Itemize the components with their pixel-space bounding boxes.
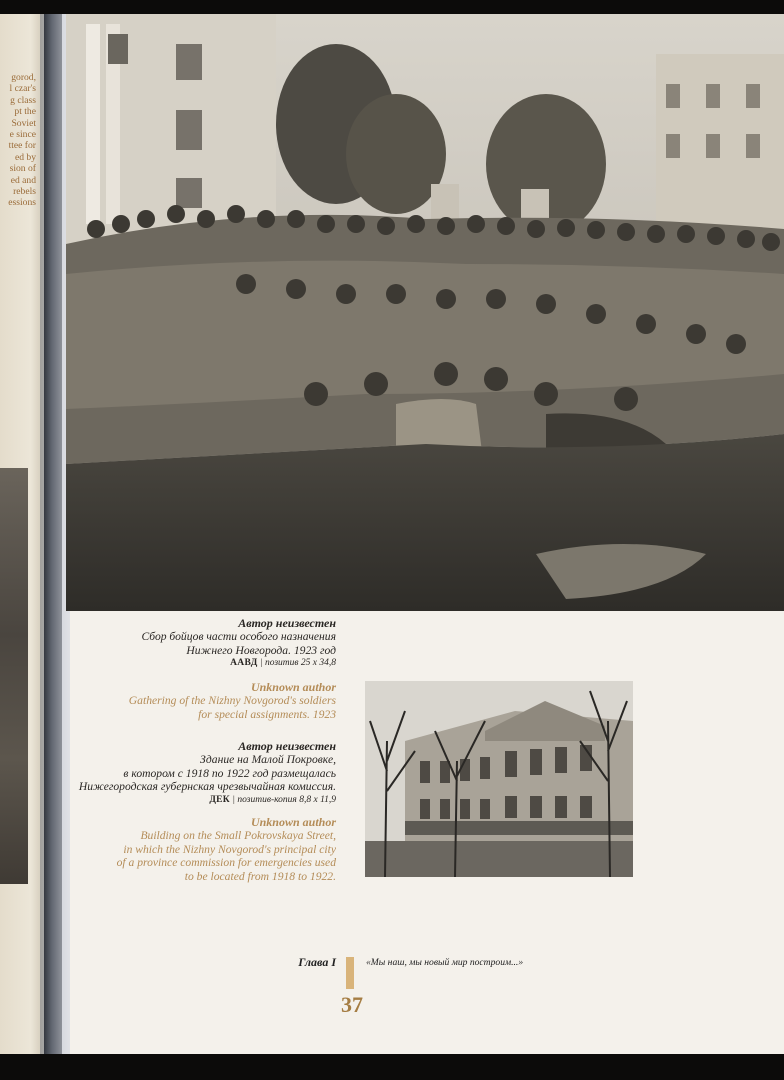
caption-2-ru bbox=[56, 740, 336, 807]
caption-2-medium: позитив-копия 8,8 х 11,9 bbox=[237, 794, 336, 805]
caption-2-en-line2: in which the Nizhny Novgorod's principal city bbox=[123, 842, 336, 856]
group-portrait-photo bbox=[66, 14, 784, 611]
caption-1-archive: АAВД bbox=[230, 658, 258, 669]
caption-2-en-line4: to be located from 1918 to 1922. bbox=[184, 869, 336, 883]
left-text-line: e since bbox=[9, 129, 36, 141]
caption-1-en-author: Unknown author bbox=[250, 680, 336, 694]
caption-2-en-line1: Building on the Small Pokrovskaya Street, bbox=[140, 829, 336, 843]
left-page-text bbox=[0, 72, 36, 209]
page-number: 37 bbox=[341, 992, 363, 1017]
chapter-label: Глава I bbox=[298, 955, 336, 969]
caption-2-ru-author: Автор неизвестен bbox=[238, 739, 336, 753]
caption-2-en-line3: of a province commission for emergencies used bbox=[116, 856, 336, 870]
building-photo bbox=[365, 681, 633, 877]
scan-border bbox=[0, 1054, 784, 1080]
caption-2-en-author: Unknown author bbox=[250, 815, 336, 829]
left-text-line: g class bbox=[10, 94, 36, 106]
caption-2-separator: | bbox=[232, 794, 235, 805]
footer-accent-bar bbox=[346, 957, 354, 989]
caption-2-archive: ДЕК bbox=[209, 794, 230, 805]
left-text-line: ttee for bbox=[8, 140, 36, 152]
caption-1-en-line1: Gathering of the Nizhny Novgorod's soldiers bbox=[128, 694, 336, 708]
left-page-photo bbox=[0, 468, 28, 884]
left-page-edge bbox=[0, 14, 44, 1054]
left-text-line: l czar's bbox=[9, 83, 36, 95]
caption-2-en bbox=[56, 816, 336, 883]
caption-1-ru-line1: Сбор бойцов части особого назначения bbox=[141, 630, 336, 644]
left-text-line: essions bbox=[8, 197, 36, 209]
caption-1-en bbox=[56, 681, 336, 721]
left-text-line: gorod, bbox=[11, 72, 36, 83]
caption-1-ru-author: Автор неизвестен bbox=[238, 616, 336, 630]
left-text-line: sion of bbox=[9, 163, 36, 175]
caption-1-medium: позитив 25 х 34,8 bbox=[264, 658, 336, 669]
caption-1-ru-line2: Нижнего Новгорода. 1923 год bbox=[186, 643, 336, 657]
caption-2-ru-line1: Здание на Малой Покровке, bbox=[200, 753, 336, 767]
left-text-line: pt the bbox=[14, 106, 36, 118]
caption-2-ru-line2: в котором с 1918 по 1922 год размещалась bbox=[123, 766, 336, 780]
caption-1-ru bbox=[56, 617, 336, 671]
caption-1-en-line2: for special assignments. 1923 bbox=[198, 707, 336, 721]
caption-2-ru-line3: Нижегородская губернская чрезвычайная комиссия. bbox=[78, 780, 336, 794]
left-text-line: ed by bbox=[14, 151, 36, 163]
left-text-line: Soviet bbox=[11, 117, 36, 129]
caption-2-ru-meta bbox=[56, 794, 336, 807]
caption-1-separator: | bbox=[259, 658, 263, 669]
left-text-line: ed and bbox=[10, 174, 36, 186]
caption-1-ru-meta bbox=[56, 657, 336, 670]
left-text-line: rebels bbox=[13, 186, 36, 198]
chapter-quote: «Мы наш, мы новый мир построим...» bbox=[366, 957, 524, 968]
